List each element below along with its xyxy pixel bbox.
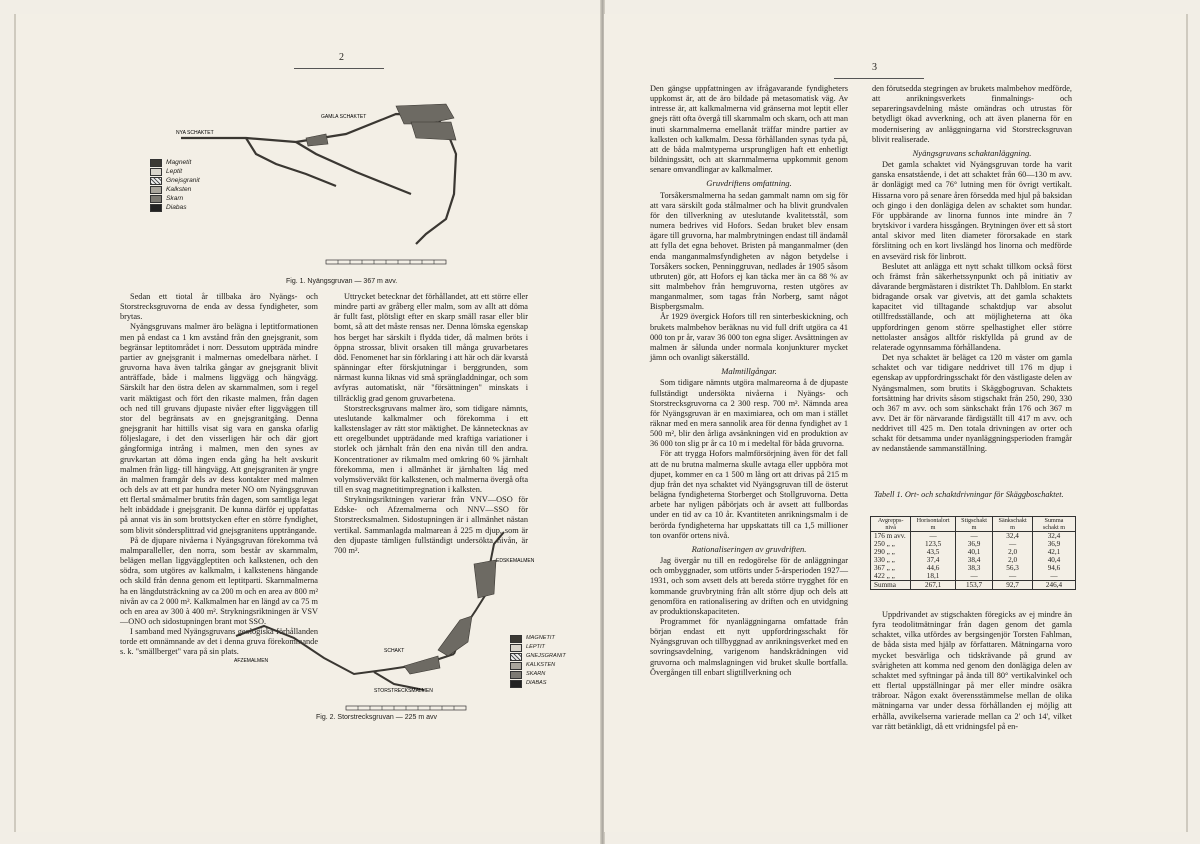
fig1-caption: Fig. 1. Nyängsgruvan — 367 m avv. [286,278,398,285]
table-cell: 42,1 [1032,548,1075,556]
page-rule-right [834,78,924,79]
table1 [870,516,1076,590]
table-cell: — [1032,572,1075,581]
paragraph: Beslutet att anlägga ett nytt schakt tillkom också först och främst från säkerhetssynpunkt och på initiativ av dåvarande bergmästaren i distriktet Th. Dahlblom. En starkt bidragande orsak var givetvis, att det gamla schaktets kapacitet vid tilltagande schaktdjup var absolut otillfredsställande, och att möjligheterna att öka uppfordringen genom större spelhastighet eller större nettolaster ansågos alltför riskfyllda på grund av de relaterade ogynnsamma förhållandena. [872,261,1072,352]
paragraph: Nyängsgruvans malmer äro belägna i leptitformationen men på endast ca 1 km avstånd från den gnejsgranit, som begränsar leptitområdet i norr. Dessutom uppträda mindre partier av gnejsgranit i malmernas omedelbara närhet. I gruvorna hava även talrika gångar av gnejsgranit blivit anträffade, både i malmens liggvägg och hängvägg. Särskilt har den östra delen av skarnmalmen, som i regel varit mäktigast och fört den rikaste malmen, från dagen och ned till gruvans djupaste nivåer efter liggväggen till stor del begränsats av en gnejsgranitgång. Denna gnejsgranit har hittills visat sig vara en ganska ofarlig följeslagare, i det den visserligen här och där gjort gångformiga intrång i malmen, men den synes av gruvkartan att döma ingen enda gång ha helt avskurit malmen från ligg- till hängvägg. Att gnejsgraniten är yngre än malmen framgår dels av dess kontakter med malmen och dels av att ett par hundra meter NO om Nyängsgruvan ett flertal småmalmer brutits från dagen, som samtliga legat helt inbäddade i gnejsgranit. De kunna därför ej uppfattas på annat vis än som brottstycken efter en större fyndighet, som blivit söndersplittrad vid gnejsgranitens uppträngande. [120,322,318,535]
fig2-label-west: AFZEMALMEN [234,658,269,664]
paragraph: Som tidigare nämnts utgöra malmareorna å de djupaste fullständigt undersökta nivåerna i Nyängs- och Storstrecksgruvorna ca 2 300 resp. 700 m². Nämnda area för Nyängsgruvan är en maximiarea, och om man i stället räknar med en mera sannolik area för denna fyndighet av 1 500 m², blir den årliga avsänkningen vid en produktion av 36 000 ton slig pr år ca 10 m i medeltal för båda gruvorna. [650,378,848,449]
table-cell: 250 „ „ [871,540,911,548]
table-cell: — [955,572,992,581]
table-cell: 38,4 [955,556,992,564]
page-rule-left [294,68,384,69]
right-column-1 [650,84,848,734]
fig1-drift-branch [246,138,336,186]
fig2-legend-item: DIABAS [510,679,566,688]
fig2-legend-item: GNEJSGRANIT [510,652,566,661]
fig2-label-strike: STORSTRECKSMALMEN [374,688,433,694]
table-row [871,564,1076,572]
paragraph: I samband med Nyängsgruvans geologiska förhållanden torde ett omnämnande av det i denna gruva förekommande s. k. "smällberget" vara på sin plats. [120,627,318,657]
table-row [871,540,1076,548]
table-row [871,532,1076,541]
table-cell: 43,5 [911,548,956,556]
paragraph: År 1929 övergick Hofors till ren sinterbeskickning, och brukets malmbehov beräknas nu vid full drift utgöra ca 41 000 ton pr år, varav 36 000 ton egna sliger. Avsättningen av malmen är sålunda under normala konjunkturer mycket jämn och ovanligt säkerställd. [650,312,848,363]
right-column-2-bottom [872,610,1072,740]
section-heading: Malmtillgångar. [721,366,777,377]
table-cell: Summa [871,581,911,590]
table-cell: — [955,532,992,541]
table-cell: 40,4 [1032,556,1075,564]
table-cell: 92,7 [993,581,1033,590]
table-cell: 176 m avv. [871,532,911,541]
table-cell: 36,9 [955,540,992,548]
table-cell: 44,6 [911,564,956,572]
table-cell: — [911,532,956,541]
right-column-2-top [872,84,1072,476]
table-cell: 38,3 [955,564,992,572]
paragraph: Uppdrivandet av stigschakten föregicks av ej mindre än fyra teodolitmätningar från dagen genom det gamla schaktet, vilka utfördes av bergsingenjör Torsten Fahlman, de båda sista med hjälp av författaren. Mätningarna voro mycket besvärliga och tidskrävande på grund av svårigheten att komma ned genom den donlägiga delen av schaktet med syftningar på ända till 80° vertikalvinkel och ett flertal uppställningar på mer eller mindre osäkra träbroar. Någon exakt överensstämmelse mellan de olika mätningarna var under dessa förhållanden ej möjlig att erhålla, avvikelserna varierade mellan ca 2' och 14', vilket var rätt betänkligt, då ett vridningsfel på en- [872,610,1072,731]
paragraph: Uttrycket betecknar det förhållandet, att ett större eller mindre parti av gråberg eller malm, som av allt att döma är fullt fast, plötsligt efter en skarp smäll rasar eller blir bomt, så att det måste rensas ner. Denna lömska egenskap hos berget har särskilt i flydda tider, då malmen bröts i öppna strossar, blivit orsaken till många gruvarbetares död. Fenomenet har sin förklaring i att här och där kvarstå spänningar efter förskjutningar i berggrunden, som närmast kunna liknas vid små sprängladdningar, och som avfyras automatiskt, när "försättningen" minskats i tillräcklig grad genom gruvarbetena. [334,292,528,403]
table-cell: — [993,572,1033,581]
fig1-stope-west [306,134,328,146]
fig1-legend-item: Skarn [150,194,200,203]
fig2-stope-2 [474,560,496,598]
fig2-legend-item: LEPTIT [510,643,566,652]
table1-caption: Tabell 1. Ort- och schaktdrivningar för Skäggboschaktet. [874,490,1064,499]
table-cell: 330 „ „ [871,556,911,564]
table-total-row [871,581,1076,590]
table1-header: Avgrepps-nivå [871,517,911,532]
paragraph: Torsåkersmalmerna ha sedan gammalt namn om sig för att vara särskilt goda stålmalmer och ha blivit grundvalen för den tillverkning av uteslutande kvalitetsstål, som numera bedrives vid Hofors. Sedan bruket blev ensam ägare till gruvorna, har malmbrytningen endast till ändamål att fylla det egna behovet. Bristen på manganmalmer (den enda manganmalmsfyndigheten av någon betydelse i Torsåkers socken, Penninggruvan, nedlades år 1905 såsom utbruten) gör, att Hofors ej kan täcka mer än ca 88 % av sitt malmbehov från hemgruvorna, resten utgöres av manganmalmer, som tagas från Norberg, samt något Bispbergsmalm. [650,190,848,312]
left-column-2 [334,292,528,555]
table-cell: 36,9 [1032,540,1075,548]
fig1-legend [150,158,200,212]
paragraph: den förutsedda stegringen av brukets malmbehov medförde, att anrikningsverkets finmalnings- och separeringsavdelning måste omändras och utrustas för betydligt ökad avverkning, och att även planerna för en modernisering av anläggningarna vid Storstrecksgruvan blivit realiserade. [872,84,1072,144]
paragraph: För att trygga Hofors malmförsörjning även för det fall att de nu brutna malmerna skulle avtaga eller uppböra mot djupet, kommer en ca 1 500 m lång ort att drivas på 215 m djup från det nya schaktet vid Nyängsgruvan till de österut belägna fyndigheterna Storberget och Stollgruvorna. Detta arbete har nyligen påbörjats och är avsett att fullbordas under en tid av ca 10 år. Kvantiteten anrikningsmalm i de berörda fyndigheterna har uppskattats till ca 1,5 millioner ton ovanför ortens nivå. [650,449,848,540]
paragraph: Jag övergår nu till en redogörelse för de anläggningar och ombyggnader, som utförts under 5-årsperioden 1927—1931, och som avsett dels att bereda större trygghet för en kommande gruvbrytning från allt större djup och dels att genomföra en rationalisering av driften och en utvidgning av produktionskapaciteten. [650,556,848,616]
paragraph: Programmet för nyanläggningarna omfattade från början endast ett nytt uppfordringsschakt för Nyängsgruvan och tillbyggnad av anrikningsverket med en sovringsavdelning, varigenom handskrädningen vid gruvorna och malmslagningen vid bruket skulle bortfalla. Övergången till enbart sligtillverkning och [650,616,848,677]
left-page [14,14,603,832]
table-cell: 18,1 [911,572,956,581]
table-cell: 94,6 [1032,564,1075,572]
table1-header: Sänkschakt m [993,517,1033,532]
fig1-legend-item: Gnejsgranit [150,176,200,185]
table-cell: 32,4 [993,532,1033,541]
paragraph: Strykningsriktningen varierar från VNV—OSO för Edske- och Afzemalmerna och NNV—SSO för Storstrecksmalmen. Sidostupningen är i allmänhet nästan vertikal. Sammanlagda malmarean å 225 m djup, som är den djupaste tämligen fullständigt undersökta nivån, är 700 m². [334,495,528,555]
table-cell: 153,7 [955,581,992,590]
fig1-label-old-shaft: GAMLA SCHAKTET [321,114,367,120]
fig2-legend-item: KALKSTEN [510,661,566,670]
section-heading: Gruvdriftens omfattning. [706,178,792,189]
table-cell: 123,5 [911,540,956,548]
table-cell: 32,4 [1032,532,1075,541]
fig1-drift-south [296,142,411,194]
fig2-legend [510,634,566,688]
paragraph: Sedan ett tiotal år tillbaka äro Nyängs- och Storstrecksgruvorna de enda av dessa fyndigheter, som brytas. [120,292,318,322]
fig1-legend-item: Kalksten [150,185,200,194]
fig1-legend-item: Magnetit [150,158,200,167]
fig1-stope-north [396,104,454,124]
table-cell: 267,1 [911,581,956,590]
fig2-stope-3 [404,656,440,674]
paragraph: Det gamla schaktet vid Nyängsgruvan torde ha varit ganska ensatstående, i det att schaktet från 60—130 m avv. är donlägigt med ca 76° lutning men för övrigt vertikalt. Hissarna voro på senare åren försedda med hjul på baksidan och gingo i den donlägiga delen av schaktet som hundar. För uppbärande av linorna funnos inte mindre än 7 brytskivor i vardera hissgången. Brytningen över ett så stort antal skivor med liten diameter förorsakade en stark förslitning och en kort livslängd hos linorna och medförde en avsevärd risk för linbrott. [872,160,1072,261]
paragraph: På de djupare nivåerna i Nyängsgruvan förekomma två malmparalleller, den norra, som består av skarnmalm, belägen mellan liggväggleptiten och kalkstenen, och den södra, som utgöres av kalkmalm, i kalkstenens hängande och skild från denna genom ett leptitparti. Skarnmalmerna ha en längdutsträckning av ca 200 m och en area av 800 m² nivån av ca 2 000 m². Kalkmalmen har en längd av ca 75 m och en area av 300 à 400 m². Strykningsriktningen är VSV—ONO och sidostupningen brant mot SSO. [120,535,318,626]
section-heading: Rationaliseringen av gruvdriften. [691,543,807,554]
table1-header: Horisontalort m [911,517,956,532]
fig1-stope-middle [411,122,456,140]
fig2-stope-1 [438,616,472,656]
paragraph: Den gängse uppfattningen av ifrågavarande fyndigheters uppkomst är, att de äro bildade på metasomatisk väg. Av intresse är, att kalkmalmerna vid gränserna mot leptit eller gnejs rätt ofta övergå till skarnmalm och skarn, och att man inuti skarnmalmerna emellanåt träffar mindre partier av kalksten och kalkmalm. Dessa förhållanden synas tyda på, att de båda malmtyperna ursprungligen haft ett enhetligt bildningssätt, och att skarnmalmerna uppkommit genom senare omvandlingar av kalkmalmer. [650,84,848,175]
fig1-legend-item: Leptit [150,167,200,176]
table-cell: 422 „ „ [871,572,911,581]
table-cell: 2,0 [993,556,1033,564]
fig2-mine-map [224,524,535,726]
table-cell: — [993,540,1033,548]
table-row [871,556,1076,564]
right-page [604,14,1188,832]
table-cell: 367 „ „ [871,564,911,572]
fig1-mine-map [156,94,461,284]
table-row [871,548,1076,556]
section-heading: Nyängsgruvans schaktanläggning. [912,147,1032,158]
fig1-scale-bar [326,260,446,264]
fig2-label-east: EDSKEMALMEN [496,558,535,564]
table1-header: Stigschakt m [955,517,992,532]
fig2-scale-bar [346,706,466,710]
page-number-left: 2 [339,52,344,63]
fig2-legend-item: MAGNETIT [510,634,566,643]
fig2-legend-item: SKARN [510,670,566,679]
table1-header: Summa schakt m [1032,517,1075,532]
fig2-caption: Fig. 2. Storstrecksgruvan — 225 m avv [316,714,437,721]
fig1-legend-item: Diabas [150,203,200,212]
table-cell: 56,3 [993,564,1033,572]
fig1-label-new-shaft: NYA SCHAKTET [176,130,214,136]
table-cell: 2,0 [993,548,1033,556]
table-row [871,572,1076,581]
paragraph: Det nya schaktet är beläget ca 120 m väster om gamla schaktet och var tidigare neddrivet till 176 m djup i egenskap av uppfordringsschakt för den västligaste delen av Nyängsmalmen, som brutits i Skäggbogruvan. Schaktets fortsättning har drivits såsom stigschakt från 250, 290, 330 och 367 m avv. och som sänkschakt från 176 och 367 m avv. Det är för närvarande färdigställt till 417 m avv. och neddrivet till 425 m. Den totala drivningen av orter och schakt för detsamma under nyanläggningsperioden framgår av nedanstående sammanställning. [872,353,1072,454]
table-cell: 246,4 [1032,581,1075,590]
table-cell: 37,4 [911,556,956,564]
paragraph: Storstrecksgruvans malmer äro, som tidigare nämnts, uteslutande kalkmalmer och förekomma i ett kalkstenslager av rätt stor mäktighet. De kännetecknas av ett oregelbundet uppträdande med kraftiga variationer i storlek och järnhalt från den ena nivån till den andra. Koncentrationer av rikmalm med omkring 60 % järnhalt förekomma, men i allmänhet är järnhalten låg med volymsöverväkt för kalkstenen, och malmerna övergå ofta till en svag magnetitimpregnation i kalksten. [334,403,528,494]
fig2-label-shaft: SCHAKT [384,648,405,654]
page-number-right: 3 [872,62,877,73]
table-cell: 290 „ „ [871,548,911,556]
table1-header-row [871,517,1076,532]
table-cell: 40,1 [955,548,992,556]
